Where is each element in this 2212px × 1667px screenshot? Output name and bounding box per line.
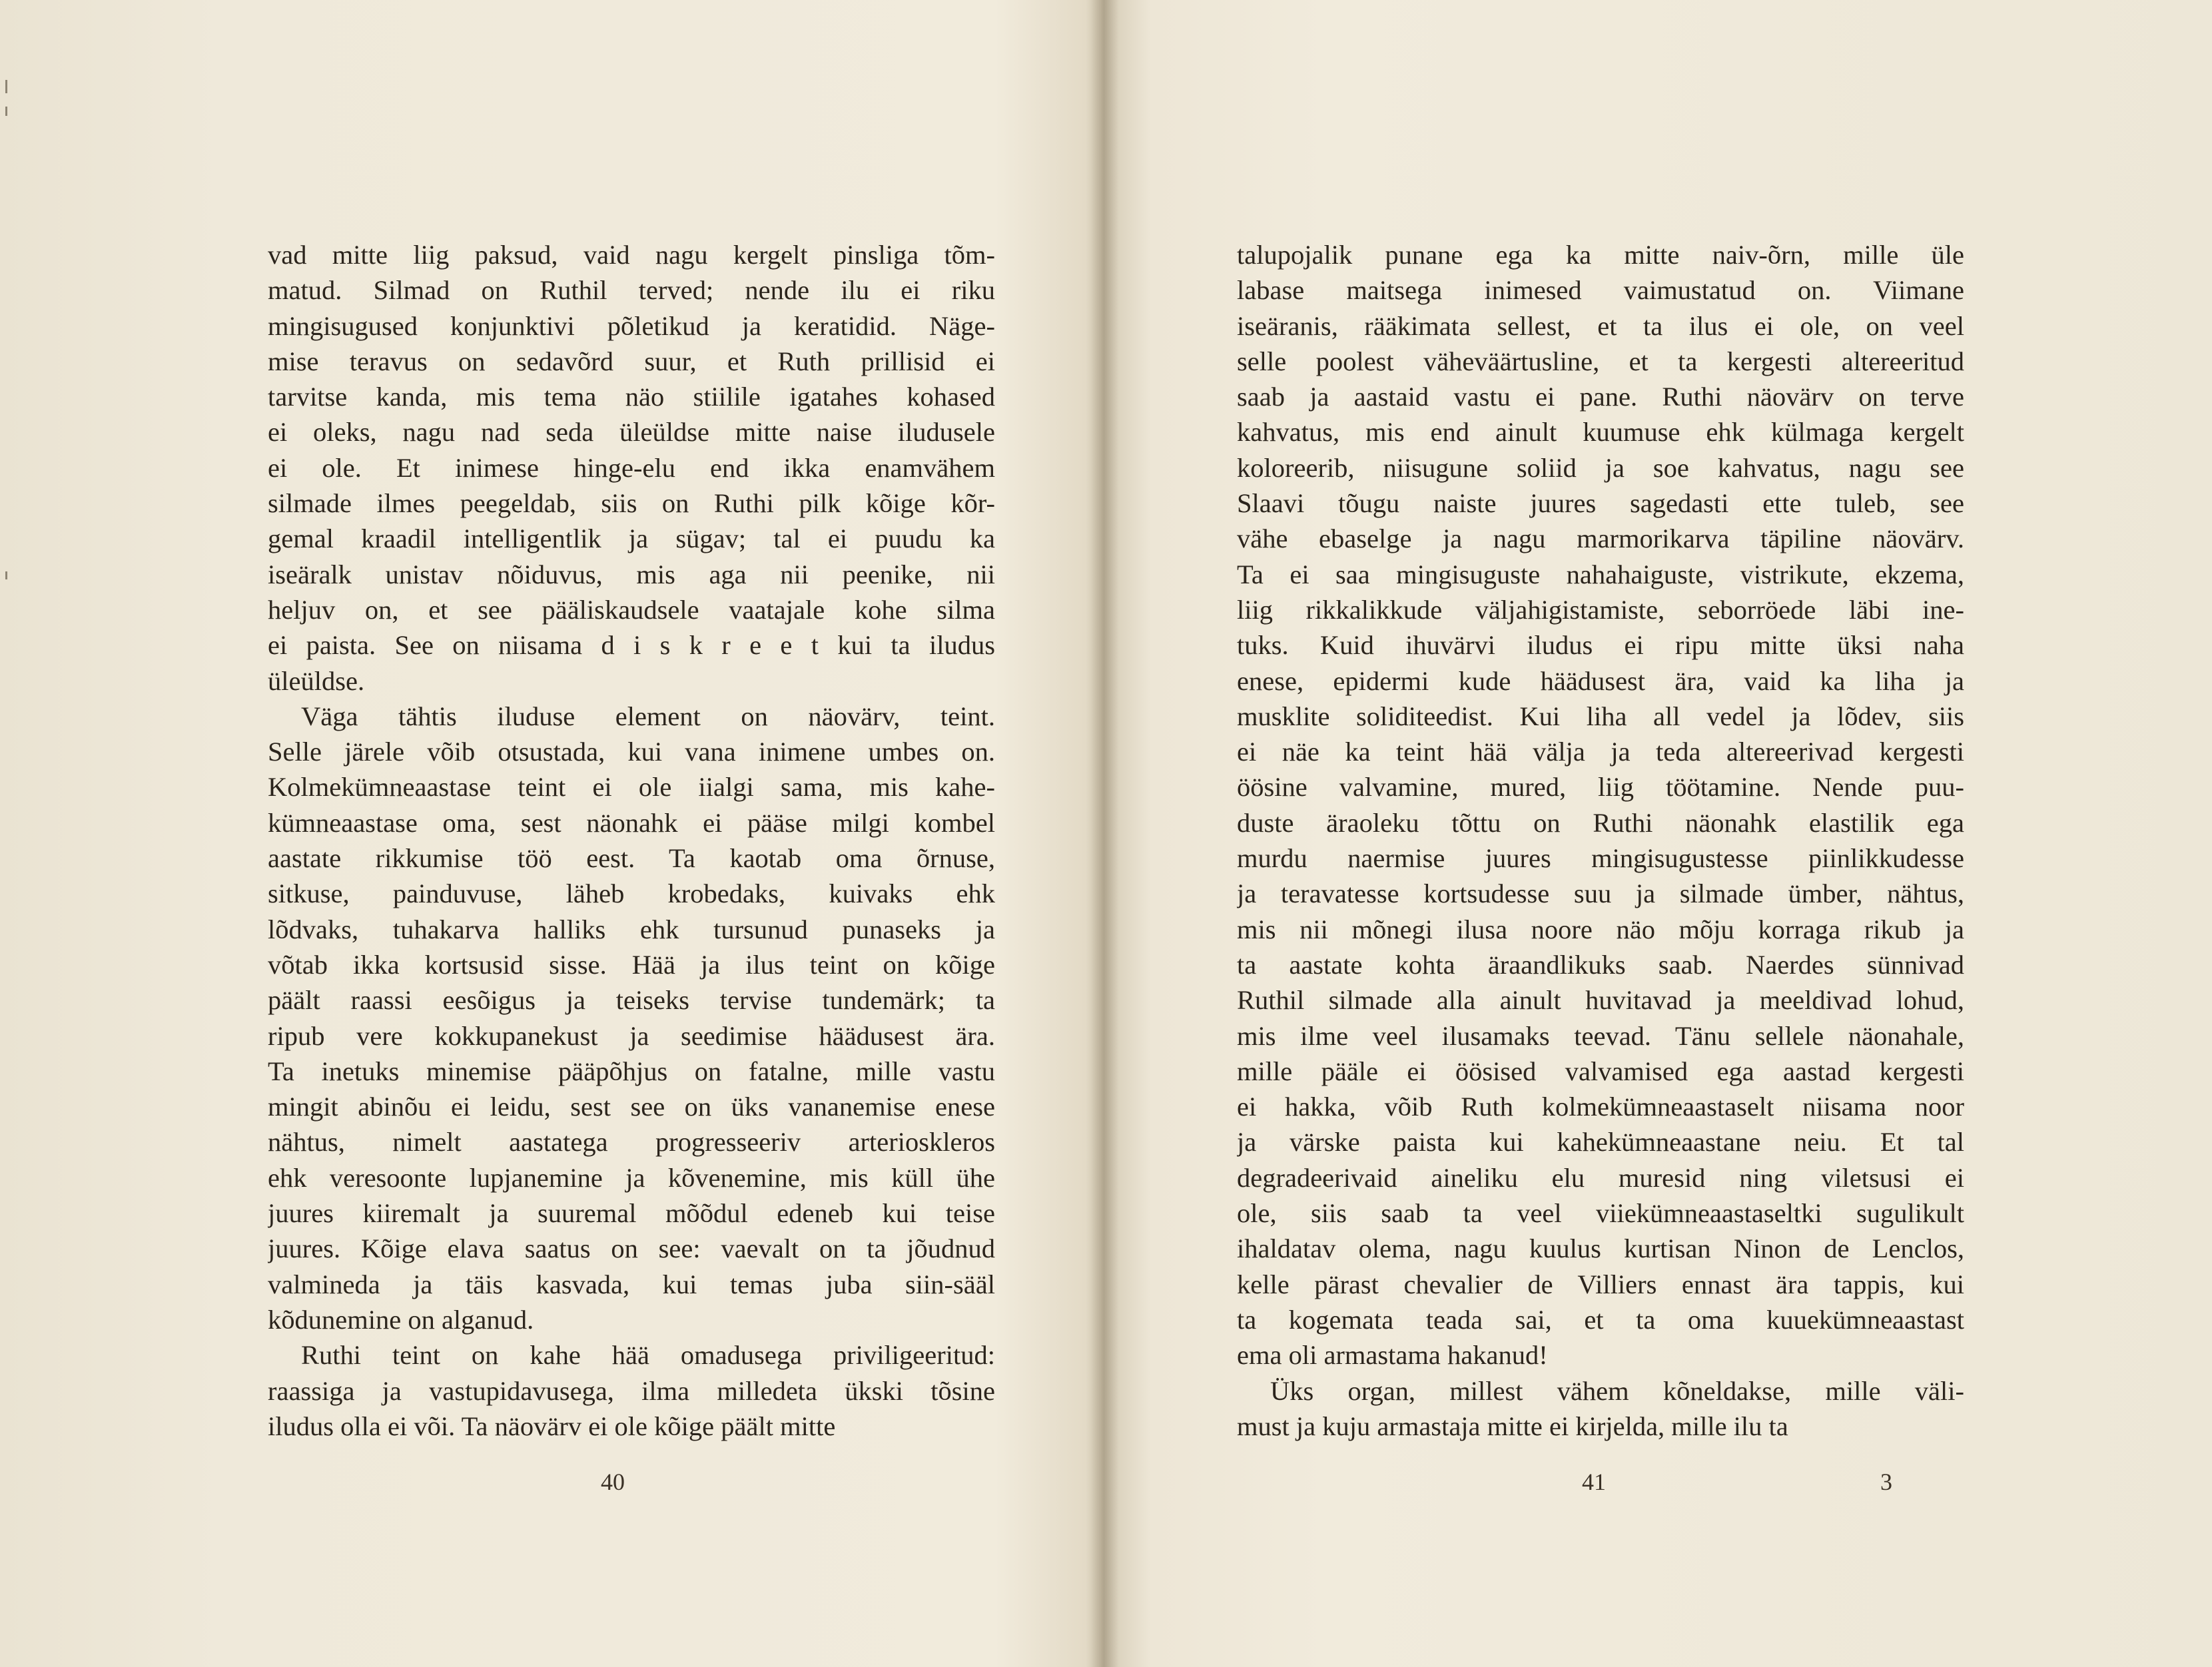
text-line: mingit abinõu ei leidu, sest see on üks vananemise enese [268, 1092, 995, 1122]
text-line: valmineda ja täis kasvada, kui temas juba siin-sääl [268, 1269, 995, 1299]
text-line: Ta ei saa mingisuguste nahahaiguste, vistrikute, ekzema, [1237, 559, 1964, 589]
text-line: päält raassi eesõigus ja teiseks tervise tundemärk; ta [268, 985, 995, 1016]
text-line: juures kiiremalt ja suuremal mõõdul edeneb kui teise [268, 1198, 995, 1229]
text-line: vähe ebaselge ja nagu marmorikarva täpiline näovärv. [1237, 523, 1964, 554]
text-line: gemal kraadil intelligentlik ja sügav; tal ei puudu ka [268, 523, 995, 554]
text-line: raassiga ja vastupidavusega, ilma milledeta ükski tõsine [268, 1375, 995, 1406]
text-line: ehk veresoonte lupjanemine ja kõvenemine, mis küll ühe [268, 1162, 995, 1193]
text-line: ripub vere kokkupanekust ja seedimise häädusest ära. [268, 1020, 995, 1051]
text-line: Ruthil silmade alla ainult huvitavad ja meeldivad lohud, [1237, 985, 1964, 1016]
text-line: mille pääle ei öösised valvamised ega aastad kergesti [1237, 1056, 1964, 1086]
text-line: saab ja aastaid vastu ei pane. Ruthi näovärv on terve [1237, 382, 1964, 412]
text-line: iludus olla ei või. Ta näovärv ei ole kõige päält mitte [268, 1411, 836, 1441]
text-line: ema oli armastama hakanud! [1237, 1340, 1548, 1371]
text-line: mis ilme veel ilusamaks teevad. Tänu sellele näonahale, [1237, 1020, 1964, 1051]
text-line: enese, epidermi kude häädusest ära, vaid ka liha ja [1237, 665, 1964, 696]
text-line: võtab ikka kortsusid sisse. Hää ja ilus teint on kõige [268, 949, 995, 980]
text-line: mis nii mõnegi ilusa noore näo mõju korraga rikub ja [1237, 914, 1964, 944]
text-line: musklite soliditeedist. Kui liha all vedel ja lõdev, siis [1237, 701, 1964, 731]
text-line: lõdvaks, tuhakarva halliks ehk tursunud punaseks ja [268, 914, 995, 944]
text-line: labase maitsega inimesed vaimustatud on. Viimane [1237, 275, 1964, 306]
text-line: ei ole. Et inimese hinge-elu end ikka enamvähem [268, 452, 995, 483]
right-page [1106, 0, 2212, 1667]
left-page-number: 40 [601, 1469, 625, 1495]
text-line: murdu naermise juures mingisugustesse piinlikkudesse [1237, 843, 1964, 874]
text-line: tuks. Kuid ihuvärvi iludus ei ripu mitte üksi naha [1237, 630, 1964, 661]
right-page-text [1237, 237, 1964, 1444]
text-line: selle poolest väheväärtusline, et ta kergesti altereeritud [1237, 346, 1964, 376]
text-line: kümneaastase oma, sest näonahk ei pääse milgi kombel [268, 807, 995, 838]
text-line: matud. Silmad on Ruthil terved; nende ilu ei riku [268, 275, 995, 306]
text-line: üleüldse. [268, 665, 365, 696]
text-line: tarvitse kanda, mis tema näo stiilile igatahes kohased [268, 382, 995, 412]
text-line: Kolmekümneaastase teint ei ole iialgi sama, mis kahe- [268, 772, 995, 803]
text-line: iseäranis, rääkimata sellest, et ta ilus ei ole, on veel [1237, 310, 1964, 341]
text-line: Üks organ, millest vähem kõneldakse, mille väli- [1270, 1375, 1964, 1406]
text-line: ta kogemata teada sai, et ta oma kuuekümneaastast [1237, 1304, 1964, 1335]
text-line: Selle järele võib otsustada, kui vana inimene umbes on. [268, 737, 995, 767]
text-line: ei näe ka teint hää välja ja teda altereerivad kergesti [1237, 737, 1964, 767]
text-line: ole, siis saab ta veel viiekümneaastaseltki sugulikult [1237, 1198, 1964, 1229]
text-line: Ruthi teint on kahe hää omadusega priviligeeritud: [301, 1340, 995, 1371]
text-line: Väga tähtis iluduse element on näovärv, teint. [301, 701, 995, 731]
left-page-text [268, 237, 995, 1444]
text-line: mingisugused konjunktivi põletikud ja keratidid. Näge- [268, 310, 995, 341]
text-line: kõdunemine on alganud. [268, 1304, 534, 1335]
text-line: ta aastate kohta äraandlikuks saab. Naerdes sünnivad [1237, 949, 1964, 980]
right-page-number: 41 [1582, 1469, 1606, 1495]
text-line: must ja kuju armastaja mitte ei kirjelda, mille ilu ta [1237, 1411, 1788, 1441]
text-line: mise teravus on sedavõrd suur, et Ruth prillisid ei [268, 346, 995, 376]
text-line: degradeerivaid aineliku elu muresid ning viletsusi ei [1237, 1162, 1964, 1193]
left-page [0, 0, 1099, 1667]
text-line: Slaavi tõugu naiste juures sagedasti ette tuleb, see [1237, 488, 1964, 519]
text-line: nähtus, nimelt aastatega progresseeriv arterioskleros [268, 1127, 995, 1158]
text-line: koloreerib, niisugune soliid ja soe kahvatus, nagu see [1237, 452, 1964, 483]
text-line: öösine valvamine, mured, liig töötamine. Nende puu- [1237, 772, 1964, 803]
text-line: liig rikkalikkude väljahigistamiste, seborröede läbi ine- [1237, 594, 1964, 625]
text-line: heljuv on, et see pääliskaudsele vaatajale kohe silma [268, 594, 995, 625]
text-line: sitkuse, painduvuse, läheb krobedaks, kuivaks ehk [268, 878, 995, 909]
text-line: kahvatus, mis end ainult kuumuse ehk külmaga kergelt [1237, 417, 1964, 448]
text-line: kelle pärast chevalier de Villiers ennast ära tappis, kui [1237, 1269, 1964, 1299]
text-line: Ta inetuks minemise pääpõhjus on fatalne, mille vastu [268, 1056, 995, 1086]
printer-signature-mark: 3 [1880, 1469, 1892, 1495]
text-line: talupojalik punane ega ka mitte naiv-õrn, mille üle [1237, 240, 1964, 270]
text-line: aastate rikkumise töö eest. Ta kaotab oma õrnuse, [268, 843, 995, 874]
text-line: juures. Kõige elava saatus on see: vaevalt on ta jõudnud [268, 1233, 995, 1264]
text-line: ihaldatav olema, nagu kuulus kurtisan Ninon de Lenclos, [1237, 1233, 1964, 1264]
text-line: ei oleks, nagu nad seda üleüldse mitte naise iludusele [268, 417, 995, 448]
text-line: iseäralk unistav nõiduvus, mis aga nii peenike, nii [268, 559, 995, 589]
text-line: ja teravatesse kortsudesse suu ja silmade ümber, nähtus, [1237, 878, 1964, 909]
text-line: ja värske paista kui kahekümneaastane neiu. Et tal [1237, 1127, 1964, 1158]
text-line: silmade ilmes peegeldab, siis on Ruthi pilk kõige kõr- [268, 488, 995, 519]
text-line: ei hakka, võib Ruth kolmekümneaastaselt niisama noor [1237, 1092, 1964, 1122]
text-line: duste äraoleku tõttu on Ruthi näonahk elastilik ega [1237, 807, 1964, 838]
text-line: ei paista. See on niisama d i s k r e e t kui ta iludus [268, 630, 995, 661]
text-line: vad mitte liig paksud, vaid nagu kergelt pinsliga tõm- [268, 240, 995, 270]
